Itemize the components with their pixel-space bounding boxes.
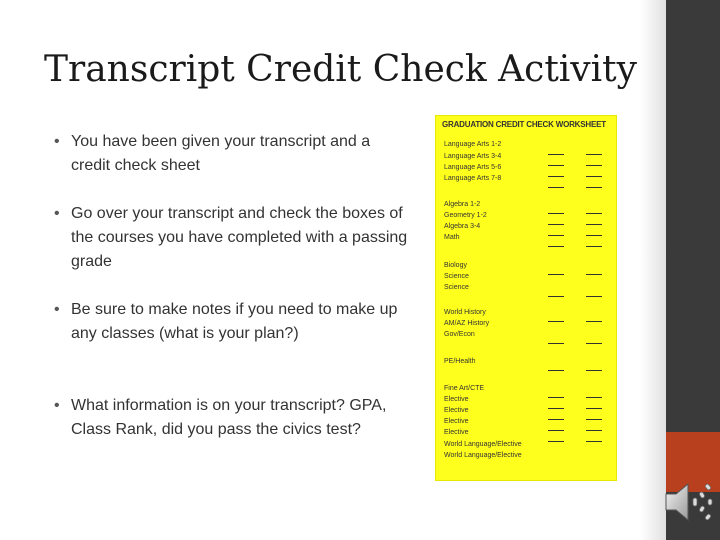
worksheet-course-label: Elective [444,407,469,414]
worksheet-check-blank [548,343,564,344]
worksheet-check-blank [548,154,564,155]
worksheet-check-blank [586,397,602,398]
worksheet-course-label: Language Arts 7-8 [444,175,502,182]
worksheet-check-blank [548,213,564,214]
worksheet-course-label: World Language/Elective [444,452,522,459]
worksheet-check-blank [586,213,602,214]
worksheet-check-blank [548,397,564,398]
worksheet-course-label: World Language/Elective [444,441,522,448]
worksheet-check-blank [548,419,564,420]
worksheet-course-label: Algebra 1-2 [444,201,481,208]
worksheet-course-label: Biology [444,262,467,269]
worksheet-check-blank [586,154,602,155]
worksheet-check-blank [548,370,564,371]
worksheet-check-blank [548,441,564,442]
worksheet-course-label: Algebra 3-4 [444,223,481,230]
worksheet-course-label: Language Arts 1-2 [444,141,502,148]
worksheet-check-blank [586,235,602,236]
worksheet-check-blank [548,430,564,431]
bullet-item: • Go over your transcript and check the boxes of the courses you have completed with a passing grade [54,202,411,274]
worksheet-check-blank [548,246,564,247]
worksheet-course-label: Elective [444,396,469,403]
worksheet-check-blank [548,165,564,166]
worksheet-course-label: World History [444,309,486,316]
worksheet-check-blank [586,441,602,442]
worksheet-check-blank [586,419,602,420]
right-sidebar [666,0,720,540]
worksheet-check-blank [586,224,602,225]
worksheet-check-blank [586,343,602,344]
worksheet-check-blank [548,321,564,322]
worksheet-check-blank [586,176,602,177]
worksheet-check-blank [586,296,602,297]
slide-title: Transcript Credit Check Activity [44,49,637,90]
credit-check-worksheet-image [436,116,616,480]
speaker-icon[interactable] [660,476,716,528]
worksheet-check-blank [548,176,564,177]
worksheet-course-label: Language Arts 3-4 [444,153,502,160]
worksheet-course-label: Gov/Econ [444,331,475,338]
worksheet-check-blank [586,408,602,409]
worksheet-check-blank [548,296,564,297]
worksheet-check-blank [548,187,564,188]
worksheet-check-blank [586,165,602,166]
bullet-item: • Be sure to make notes if you need to make up any classes (what is your plan?) [54,298,411,346]
worksheet-course-label: Elective [444,429,469,436]
worksheet-course-label: AM/AZ History [444,320,490,327]
bullet-item: • What information is on your transcript? GPA, Class Rank, did you pass the civics test? [54,394,411,442]
worksheet-check-blank [586,246,602,247]
worksheet-check-blank [586,430,602,431]
worksheet-check-blank [586,321,602,322]
worksheet-check-blank [548,274,564,275]
worksheet-course-label: Science [444,284,469,291]
worksheet-course-label: Math [444,234,460,241]
worksheet-check-blank [548,408,564,409]
bullet-item: • You have been given your transcript and a credit check sheet [54,130,411,178]
worksheet-course-label: PE/Health [444,358,476,365]
worksheet-check-blank [548,235,564,236]
worksheet-check-blank [586,187,602,188]
worksheet-header: GRADUATION CREDIT CHECK WORKSHEET [442,120,606,129]
worksheet-course-label: Fine Art/CTE [444,385,485,392]
worksheet-check-blank [548,224,564,225]
worksheet-course-label: Language Arts 5-6 [444,164,502,171]
worksheet-check-blank [586,370,602,371]
worksheet-course-label: Science [444,273,469,280]
worksheet-course-label: Geometry 1-2 [444,212,487,219]
worksheet-check-blank [586,274,602,275]
worksheet-course-label: Elective [444,418,469,425]
